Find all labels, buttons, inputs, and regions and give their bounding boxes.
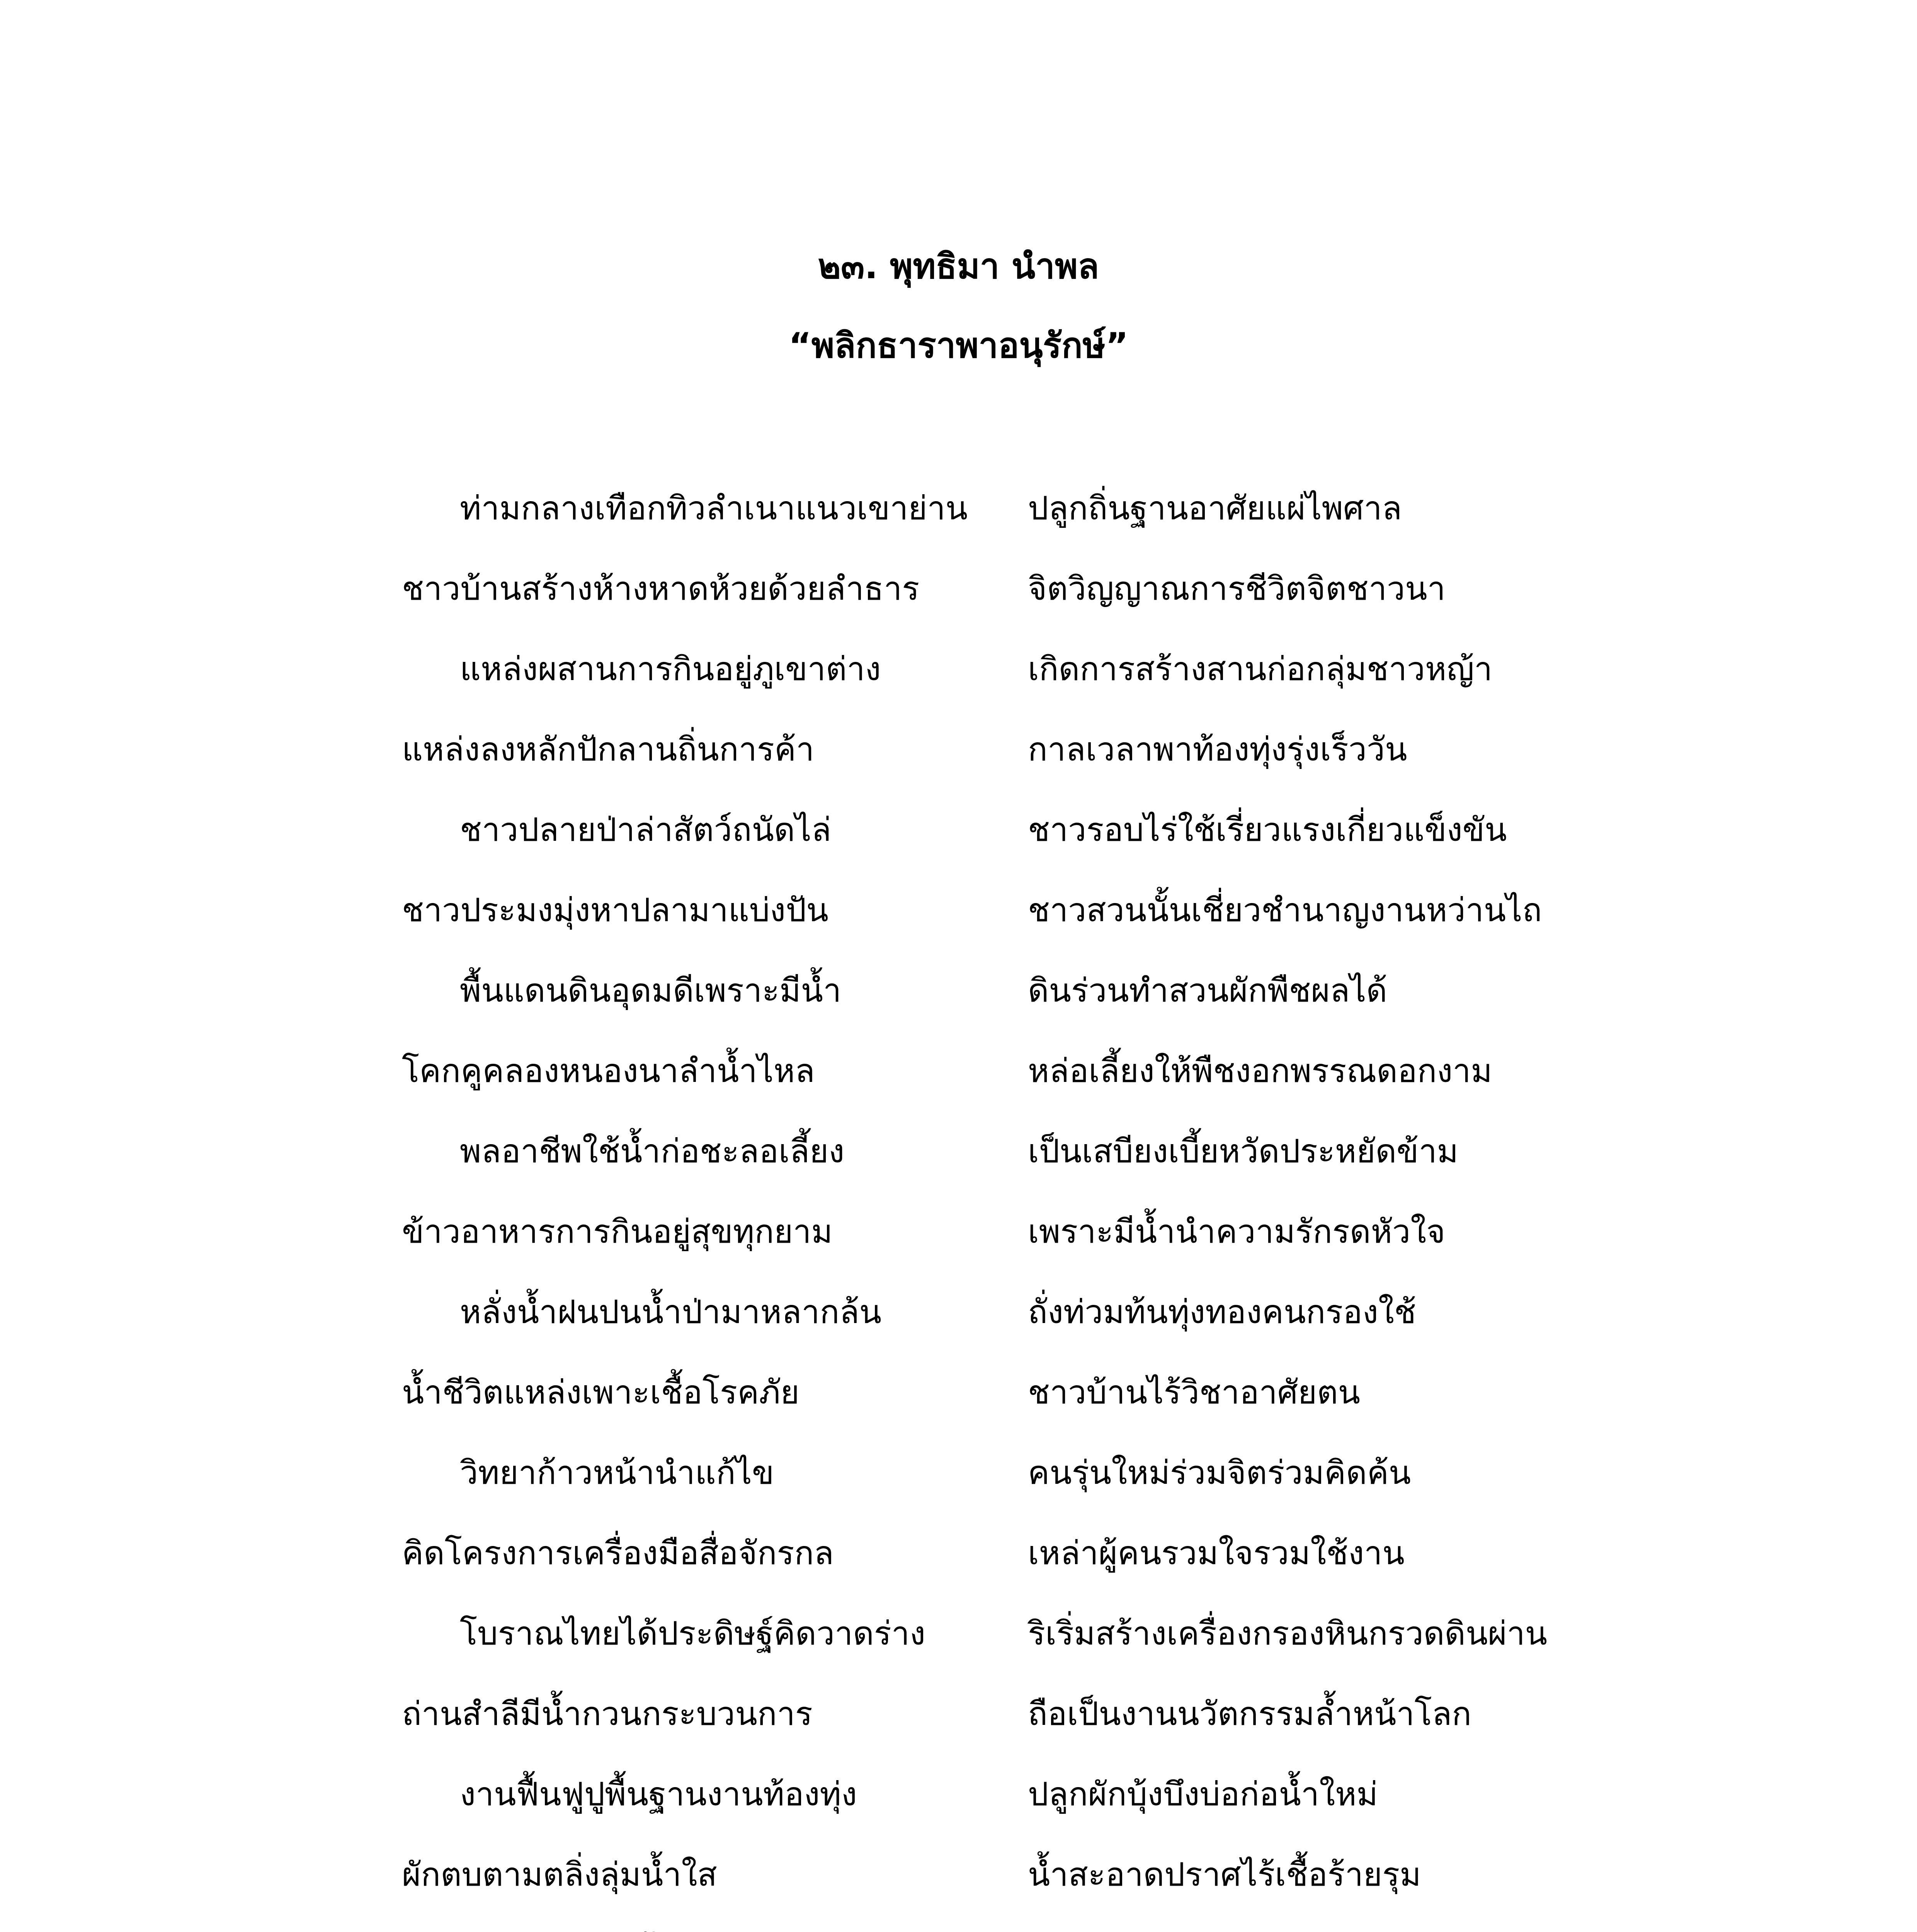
poem-verse-first: พื้นแดนดินอุดมดีเพราะมีน้ำ	[460, 971, 842, 1009]
poem-verse-first: ถ่านสำลีมีน้ำกวนกระบวนการ	[402, 1695, 813, 1733]
poem-verse-first	[460, 1928, 864, 1932]
poem-verse-second: ชาวบ้านไร้วิชาอาศัยตน	[1028, 1373, 1361, 1411]
poem-line	[402, 722, 1638, 803]
poem-verse-second: ดินร่วนทำสวนผักพืชผลได้	[1028, 971, 1388, 1009]
poem-verse-first: คิดโครงการเครื่องมือสื่อจักรกล	[402, 1534, 834, 1572]
poem-verse-second: กาลเวลาพาท้องทุ่งรุ่งเร็ววัน	[1028, 730, 1407, 768]
poem-verse-first: ข้าวอาหารการกินอยู่สุขทุกยาม	[402, 1213, 833, 1250]
poem-verse-second: เกิดการสร้างสานก่อกลุ่มชาวหญ้า	[1028, 650, 1493, 688]
poem-line	[402, 803, 1638, 883]
poem-verse-second: ชาวรอบไร่ใช้เรี่ยวแรงเกี่ยวแข็งขัน	[1028, 811, 1507, 849]
poem-verse-first: งานฟื้นฟูปูพื้นฐานงานท้องทุ่ง	[460, 1775, 857, 1813]
poem-line	[402, 1204, 1638, 1285]
poem-line	[402, 883, 1638, 963]
poem-line	[402, 1124, 1638, 1204]
poem-line	[402, 1606, 1638, 1687]
poem-number-author: ๒๓. พุทธิมา นำพล	[818, 246, 1099, 287]
poem-verse-second: จิตวิญญาณการชีวิตจิตชาวนา	[1028, 570, 1446, 607]
poem-line	[402, 1044, 1638, 1124]
poem-verse-second: เพราะมีน้ำนำความรักรดหัวใจ	[1028, 1213, 1446, 1250]
poem-line	[402, 1446, 1638, 1526]
poem-verse-first: ชาวบ้านสร้างห้างหาดห้วยด้วยลำธาร	[402, 570, 920, 607]
poem-verse-second: ชาวสวนนั้นเชี่ยวชำนาญงานหว่านไถ	[1028, 891, 1542, 929]
poem-verse-first: โบราณไทยได้ประดิษฐ์คิดวาดร่าง	[460, 1614, 926, 1652]
poem-verse-second: เหล่าผู้คนรวมใจรวมใช้งาน	[1028, 1534, 1405, 1572]
poem-verse-second: ริเริ่มสร้างเครื่องกรองหินกรวดดินผ่าน	[1028, 1614, 1548, 1652]
poem-verse-first: ชาวประมงมุ่งหาปลามาแบ่งปัน	[402, 891, 828, 929]
poem-verse-first: ชาวปลายป่าล่าสัตว์ถนัดไล่	[460, 811, 832, 849]
poem-line	[402, 481, 1638, 561]
poem-body	[402, 481, 1638, 1932]
poem-verse-second: ถือเป็นงานนวัตกรรมล้ำหน้าโลก	[1028, 1695, 1472, 1733]
poem-title: “พลิกธาราพาอนุรักษ์”	[788, 325, 1129, 366]
poem-verse-second: หล่อเลี้ยงให้พืชงอกพรรณดอกงาม	[1028, 1052, 1492, 1090]
poem-line	[402, 561, 1638, 642]
poem-verse-first: พลอาชีพใช้น้ำก่อชะลอเลี้ยง	[460, 1132, 845, 1170]
poem-verse-second: น้ำสะอาดปราศไร้เชื้อร้ายรุม	[1028, 1855, 1421, 1893]
poem-line	[402, 1285, 1638, 1365]
poem-line	[402, 963, 1638, 1044]
poem-verse-first: ท่ามกลางเทือกทิวลำเนาแนวเขาย่าน	[460, 489, 968, 527]
poem-verse-first: แหล่งผสานการกินอยู่ภูเขาต่าง	[460, 650, 881, 688]
poem-line	[402, 1365, 1638, 1446]
poem-verse-first: โคกคูคลองหนองนาลำน้ำไหล	[402, 1052, 815, 1090]
poem-verse-second: ถั่งท่วมท้นทุ่งทองคนกรองใช้	[1028, 1293, 1416, 1331]
poem-verse-first: วิทยาก้าวหน้านำแก้ไข	[460, 1454, 774, 1492]
poem-verse-first: แหล่งลงหลักปักลานถิ่นการค้า	[402, 730, 815, 768]
poem-line	[402, 1687, 1638, 1767]
poem-verse-second: คนรุ่นใหม่ร่วมจิตร่วมคิดค้น	[1028, 1454, 1411, 1492]
poem-line	[402, 1928, 1638, 1932]
poem-verse-first: น้ำชีวิตแหล่งเพาะเชื้อโรคภัย	[402, 1373, 799, 1411]
poem-line	[402, 1526, 1638, 1606]
poem-verse-second	[1028, 1928, 1460, 1932]
poem-line	[402, 1767, 1638, 1847]
poem-verse-second: ปลูกผักบุ้งบึงบ่อก่อน้ำใหม่	[1028, 1775, 1378, 1813]
poem-line	[402, 642, 1638, 722]
poem-verse-second: ปลูกถิ่นฐานอาศัยแผ่ไพศาล	[1028, 489, 1402, 527]
poem-verse-second: เป็นเสบียงเบี้ยหวัดประหยัดข้าม	[1028, 1132, 1458, 1170]
poem-verse-first: ผักตบตามตลิ่งลุ่มน้ำใส	[402, 1855, 717, 1893]
poem-verse-first: หลั่งน้ำฝนปนน้ำป่ามาหลากล้น	[460, 1293, 882, 1331]
poem-line	[402, 1847, 1638, 1928]
